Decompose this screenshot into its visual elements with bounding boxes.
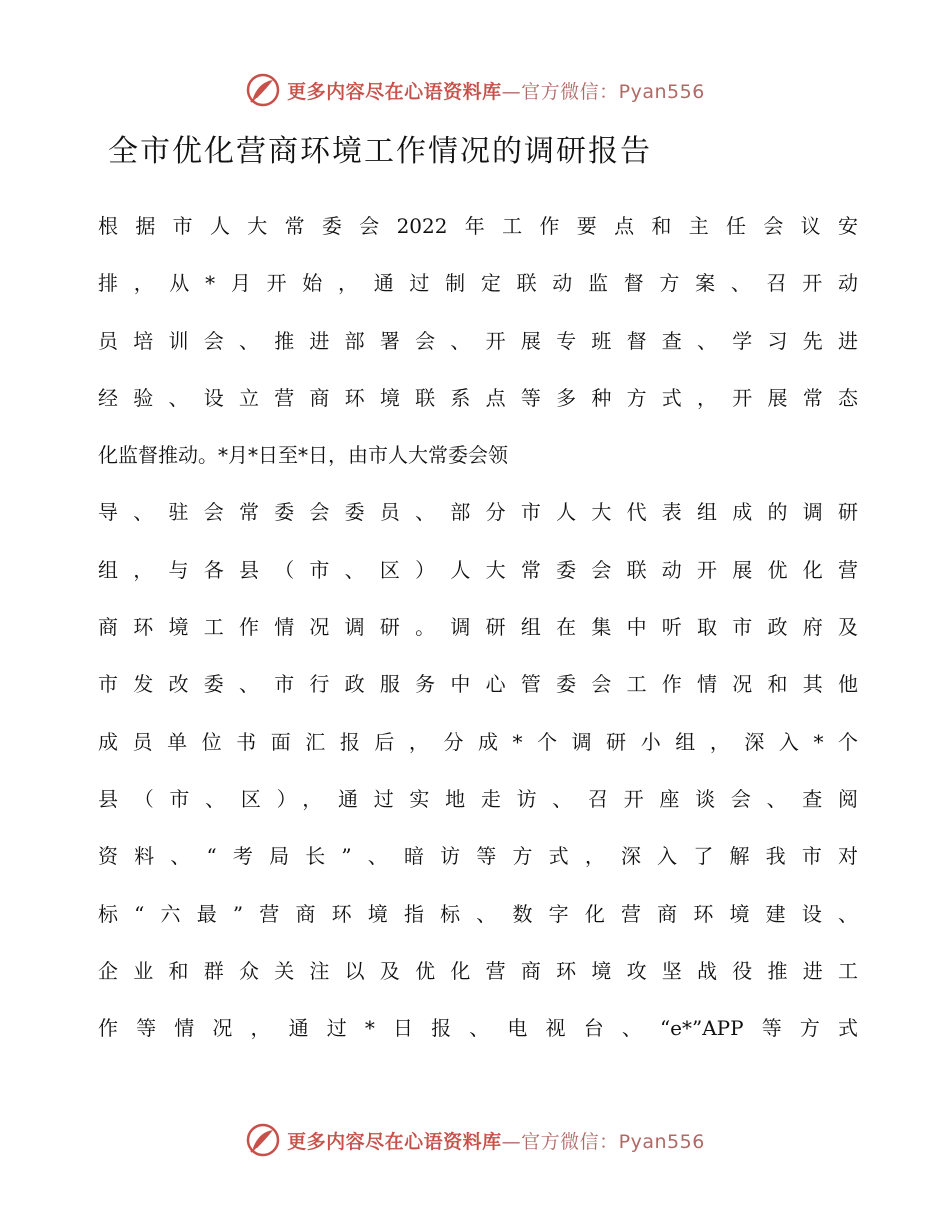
body-line: 县（市、区），通过实地走访、召开座谈会、查阅: [98, 786, 858, 811]
body-line: 商环境工作情况调研。调研组在集中听取市政府及: [98, 615, 858, 640]
pen-logo-icon: [245, 1122, 281, 1158]
footer-watermark-dash: —: [501, 1130, 522, 1153]
header-watermark-wechat: 官方微信：Pyan556: [521, 80, 705, 103]
body-line: 化监督推动。*月*日至*日，由市人大常委会领: [98, 443, 508, 468]
header-watermark-text: [287, 77, 705, 104]
body-line: 排，从*月开始，通过制定联动监督方案、召开动: [98, 271, 858, 296]
body-line: 标“六最”营商环境指标、数字化营商环境建设、: [98, 901, 858, 926]
body-line: 企业和群众关注以及优化营商环境攻坚战役推进工: [98, 958, 858, 983]
document-body: [98, 198, 858, 1057]
footer-watermark-wechat: 官方微信：Pyan556: [521, 1130, 705, 1153]
header-watermark-dash: —: [501, 80, 522, 103]
body-line: 作等情况，通过*日报、电视台、“e*”APP等方式: [98, 1016, 858, 1041]
pen-logo-icon: [245, 72, 281, 108]
body-line: 资料、“考局长”、暗访等方式，深入了解我市对: [98, 844, 858, 869]
header-watermark-site: 更多内容尽在心语资料库: [287, 80, 502, 103]
body-line: 员培训会、推进部署会、开展专班督查、学习先进: [98, 328, 858, 353]
body-line: 成员单位书面汇报后，分成*个调研小组，深入*个: [98, 729, 858, 754]
body-line: 经验、设立营商环境联系点等多种方式，开展常态: [98, 385, 858, 410]
header-watermark-banner: [0, 70, 950, 110]
footer-watermark-text: [287, 1127, 705, 1154]
body-line: 市发改委、市行政服务中心管委会工作情况和其他: [98, 672, 858, 697]
footer-watermark-site: 更多内容尽在心语资料库: [287, 1130, 502, 1153]
body-line: 根据市人大常委会2022年工作要点和主任会议安: [98, 214, 858, 238]
body-line: 导、驻会常委会委员、部分市人大代表组成的调研: [98, 500, 858, 525]
document-title: 全市优化营商环境工作情况的调研报告: [108, 134, 652, 169]
body-line: 组，与各县（市、区）人大常委会联动开展优化营: [98, 557, 858, 582]
footer-watermark-banner: [0, 1120, 950, 1160]
